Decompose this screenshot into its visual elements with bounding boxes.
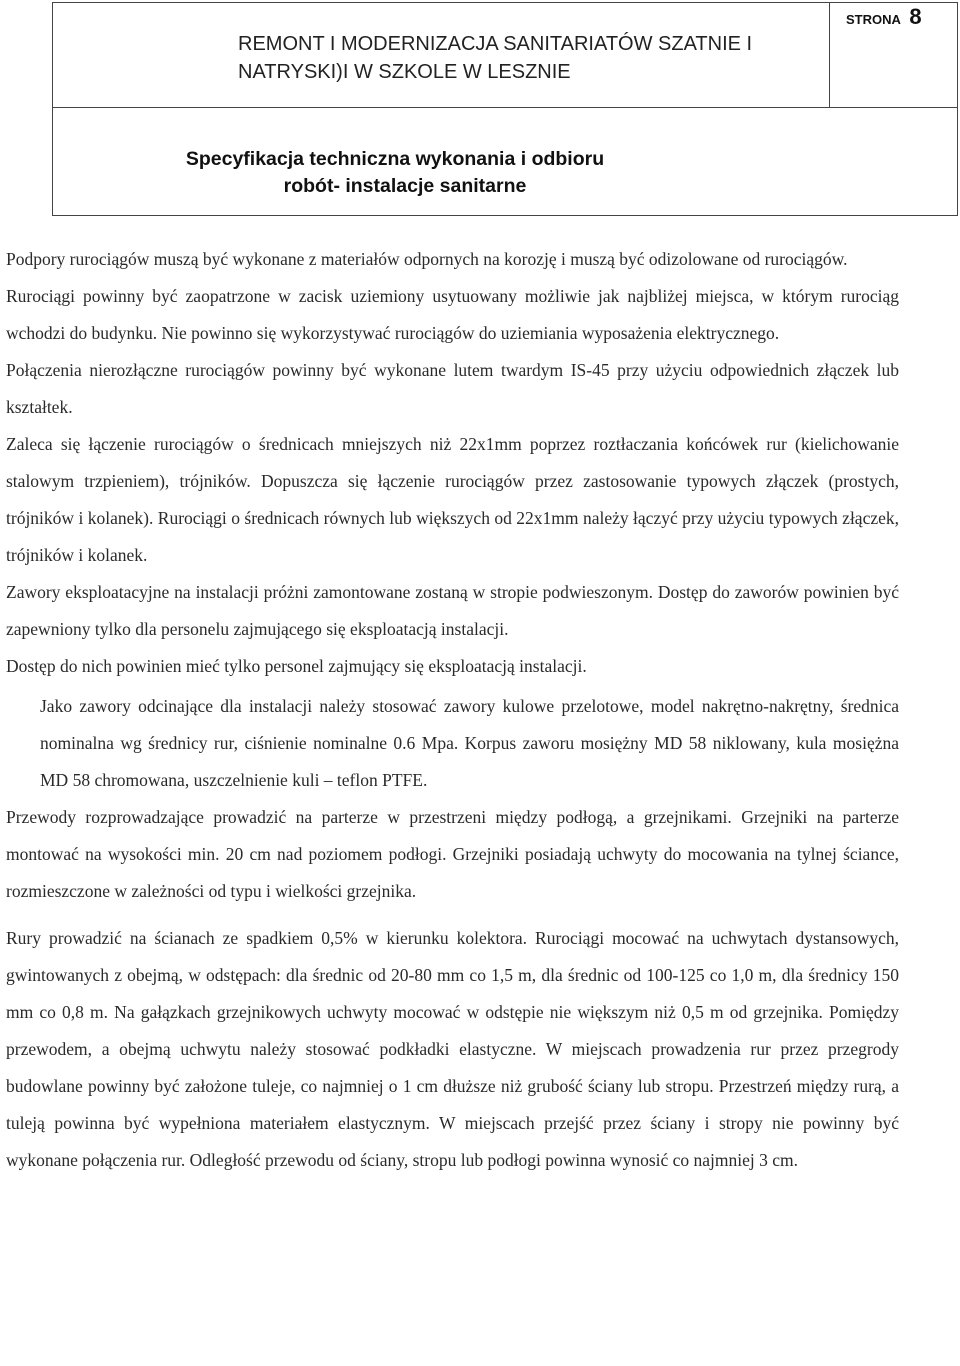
specification-title (52, 146, 958, 200)
project-title (238, 30, 778, 86)
header-divider-horizontal (53, 107, 957, 108)
page-number-box (846, 4, 922, 30)
paragraph-pipe-mounting: Rury prowadzić na ścianach ze spadkiem 0,5% w kierunku kolektora. Rurociągi mocować na uchwytach dystansowych, gwintowanych z obejmą, w odstępach: dla średnic od 20-80 mm co 1,5 m, dla średnic od 100-125 co 1,0 m, dla średnicy 150 mm co 0,8 m. Na gałązkach grzejnikowych uchwyty mocować w odstępie nie większym niż 0,5 m od grzejnika. Pomiędzy przewodem, a obejmą uchwytu należy stosować podkładki elastyczne. W miejscach prowadzenia rur przez przegrody budowlane powinny być założone tuleje, co najmniej o 1 cm dłuższe niż grubość ściany lub stropu. Przestrzeń między rurą, a tuleją powinna być wypełniona materiałem elastycznym. W miejscach przejść przez ściany i stropy nie powinny być wykonane połączenia rur. Odległość przewodu od ściany, stropu lub podłogi powinna wynosić co najmniej 3 cm. (6, 928, 899, 1170)
project-title-line1: REMONT I MODERNIZACJA SANITARIATÓW SZATNIE I (238, 33, 753, 55)
page-number: 8 (909, 4, 922, 29)
specification-title-line2: robót- instalacje sanitarne (283, 175, 527, 197)
paragraph-shutoff-valves: Jako zawory odcinające dla instalacji należy stosować zawory kulowe przelotowe, model nakrętno-nakrętny, średnica nominalna wg średnicy rur, ciśnienie nominalne 0.6 Mpa. Korpus zaworu mosiężny MD 58 niklowany, kula mosiężna MD 58 chromowana, uszczelnienie kuli – teflon PTFE. (40, 696, 899, 790)
paragraph-grounding: Rurociągi powinny być zaopatrzone w zacisk uziemiony usytuowany możliwie jak najbliżej miejsca, w którym rurociąg wchodzi do budynku. Nie powinno się wykorzystywać rurociągów do uziemiania wyposażenia elektrycznego. (6, 286, 899, 343)
header-divider-vertical (829, 3, 830, 107)
paragraph-pipe-supports: Podpory rurociągów muszą być wykonane z materiałów odpornych na korozję i muszą być odizolowane od rurociągów. (6, 249, 848, 269)
paragraph-brazed-joints: Połączenia nierozłączne rurociągów powinny być wykonane lutem twardym IS-45 przy użyciu odpowiednich złączek lub kształtek. (6, 360, 899, 417)
project-title-line2: NATRYSKI)I W SZKOLE W LESZNIE (238, 61, 571, 83)
paragraph-service-valves: Zawory eksploatacyjne na instalacji próżni zamontowane zostaną w stropie podwieszonym. Dostęp do zaworów powinien być zapewniony tylko dla personelu zajmującego się eksploatacją instalacji. (6, 582, 899, 639)
paragraph-valve-access: Dostęp do nich powinien mieć tylko personel zajmujący się eksploatacją instalacji. (6, 656, 587, 676)
document-body (6, 241, 899, 1179)
page-label: STRONA (846, 12, 901, 27)
paragraph-radiators: Przewody rozprowadzające prowadzić na parterze w przestrzeni między podłogą, a grzejnikami. Grzejniki na parterze montować na wysokości min. 20 cm nad poziomem podłogi. Grzejniki posiadają uchwyty do mocowania na tylnej ściance, rozmieszczone w zależności od typu i wielkości grzejnika. (6, 807, 899, 901)
specification-title-line1: Specyfikacja techniczna wykonania i odbioru (185, 148, 605, 170)
paragraph-pipe-connections: Zaleca się łączenie rurociągów o średnicach mniejszych niż 22x1mm poprzez roztłaczania końcówek rur (kielichowanie stalowym trzpieniem), trójników. Dopuszcza się łączenie rurociągów przez zastosowanie typowych złączek (prostych, trójników i kolanek). Rurociągi o średnicach równych lub większych od 22x1mm należy łączyć przy użyciu typowych złączek, trójników i kolanek. (6, 434, 899, 565)
